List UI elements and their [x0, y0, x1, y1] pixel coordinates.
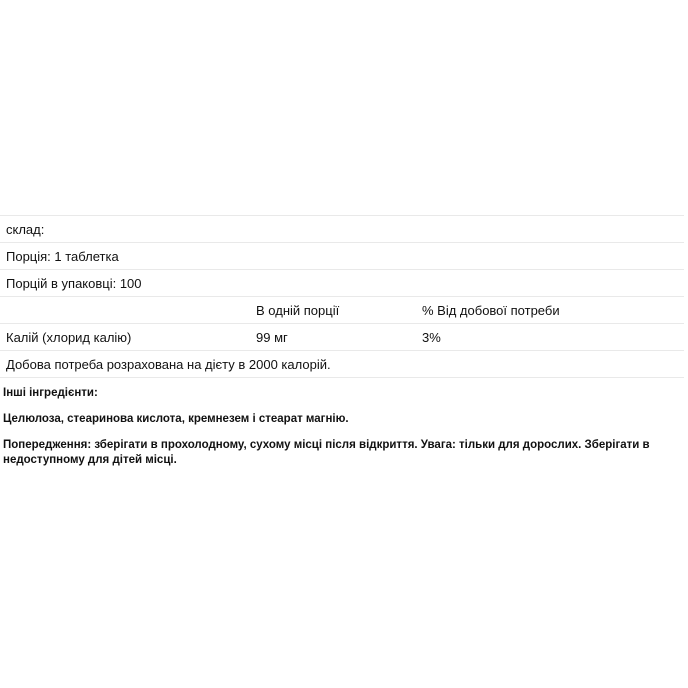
header-per-serving: В одній порції	[250, 297, 416, 324]
table-row	[0, 351, 684, 378]
supplement-facts-table	[0, 215, 684, 378]
serving-size: Порція: 1 таблетка	[0, 243, 684, 270]
nutrient-amount: 99 мг	[250, 324, 416, 351]
table-row	[0, 324, 684, 351]
servings-per-container: Порцій в упаковці: 100	[0, 270, 684, 297]
notes-section	[3, 386, 673, 468]
table-row	[0, 243, 684, 270]
daily-value-footnote: Добова потреба розрахована на дієту в 2000 калорій.	[0, 351, 684, 378]
table-row	[0, 216, 684, 243]
table-row	[0, 270, 684, 297]
table-header-row	[0, 297, 684, 324]
header-daily-value: % Від добової потреби	[416, 297, 684, 324]
nutrient-name: Калій (хлорид калію)	[0, 324, 250, 351]
other-ingredients-text: Целюлоза, стеаринова кислота, кремнезем і стеарат магнію.	[3, 413, 349, 425]
header-empty-cell	[0, 297, 250, 324]
other-ingredients-title: Інші інгредієнти:	[3, 387, 98, 399]
nutrient-daily-value: 3%	[416, 324, 684, 351]
composition-label: склад:	[0, 216, 684, 243]
warning-text: Попередження: зберігати в прохолодному, сухому місці після відкриття. Увага: тільки для дорослих. Зберігати в недоступному для дітей місці.	[3, 439, 650, 466]
